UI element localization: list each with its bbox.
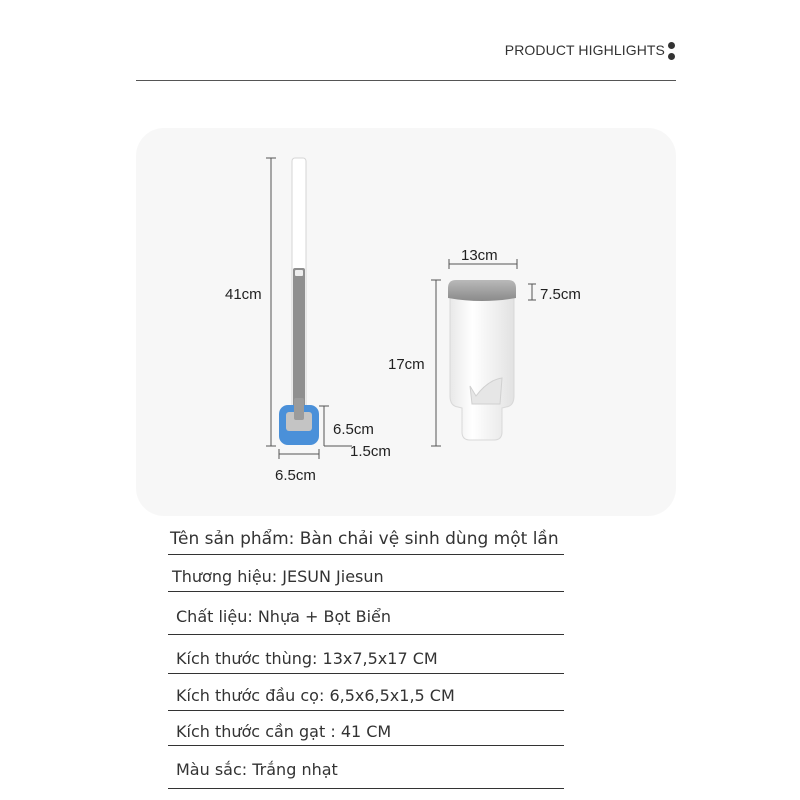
product-diagram-panel [136, 128, 676, 516]
holder-body [450, 286, 514, 440]
section-title: PRODUCT HIGHLIGHTS [504, 42, 665, 58]
holder-lid [448, 280, 516, 301]
spec-list [168, 520, 568, 789]
brush-head-thickness-label: 1.5cm [350, 443, 391, 460]
spec-row-bin-size: Kích thước thùng: 13x7,5x17 CM [168, 635, 564, 674]
brush-holder-illustration [448, 280, 516, 440]
spec-row-brand: Thương hiệu: JESUN Jiesun [168, 555, 564, 592]
holder-height-label: 17cm [388, 356, 425, 373]
spec-row-handle-length: Kích thước cần gạt : 41 CM [168, 711, 564, 746]
brush-neck [294, 398, 304, 420]
spec-row-head-size: Kích thước đầu cọ: 6,5x6,5x1,5 CM [168, 674, 564, 711]
menu-dots-icon [668, 42, 676, 64]
brush-height-label: 41cm [225, 286, 262, 303]
spec-row-color: Màu sắc: Trắng nhạt [168, 746, 564, 789]
brush-head-height-label: 6.5cm [333, 421, 374, 438]
header-divider [136, 80, 676, 81]
brush-head-width-label: 6.5cm [275, 467, 316, 484]
brush-handle-grey [293, 268, 305, 416]
toilet-brush-illustration [279, 158, 319, 445]
product-diagram [136, 128, 676, 516]
holder-width-label: 13cm [461, 247, 498, 264]
spec-row-product-name: Tên sản phẩm: Bàn chải vệ sinh dùng một lần [168, 520, 564, 555]
brush-handle-button [295, 270, 303, 276]
holder-lid-height-label: 7.5cm [540, 286, 581, 303]
spec-row-material: Chất liệu: Nhựa + Bọt Biển [168, 592, 564, 635]
